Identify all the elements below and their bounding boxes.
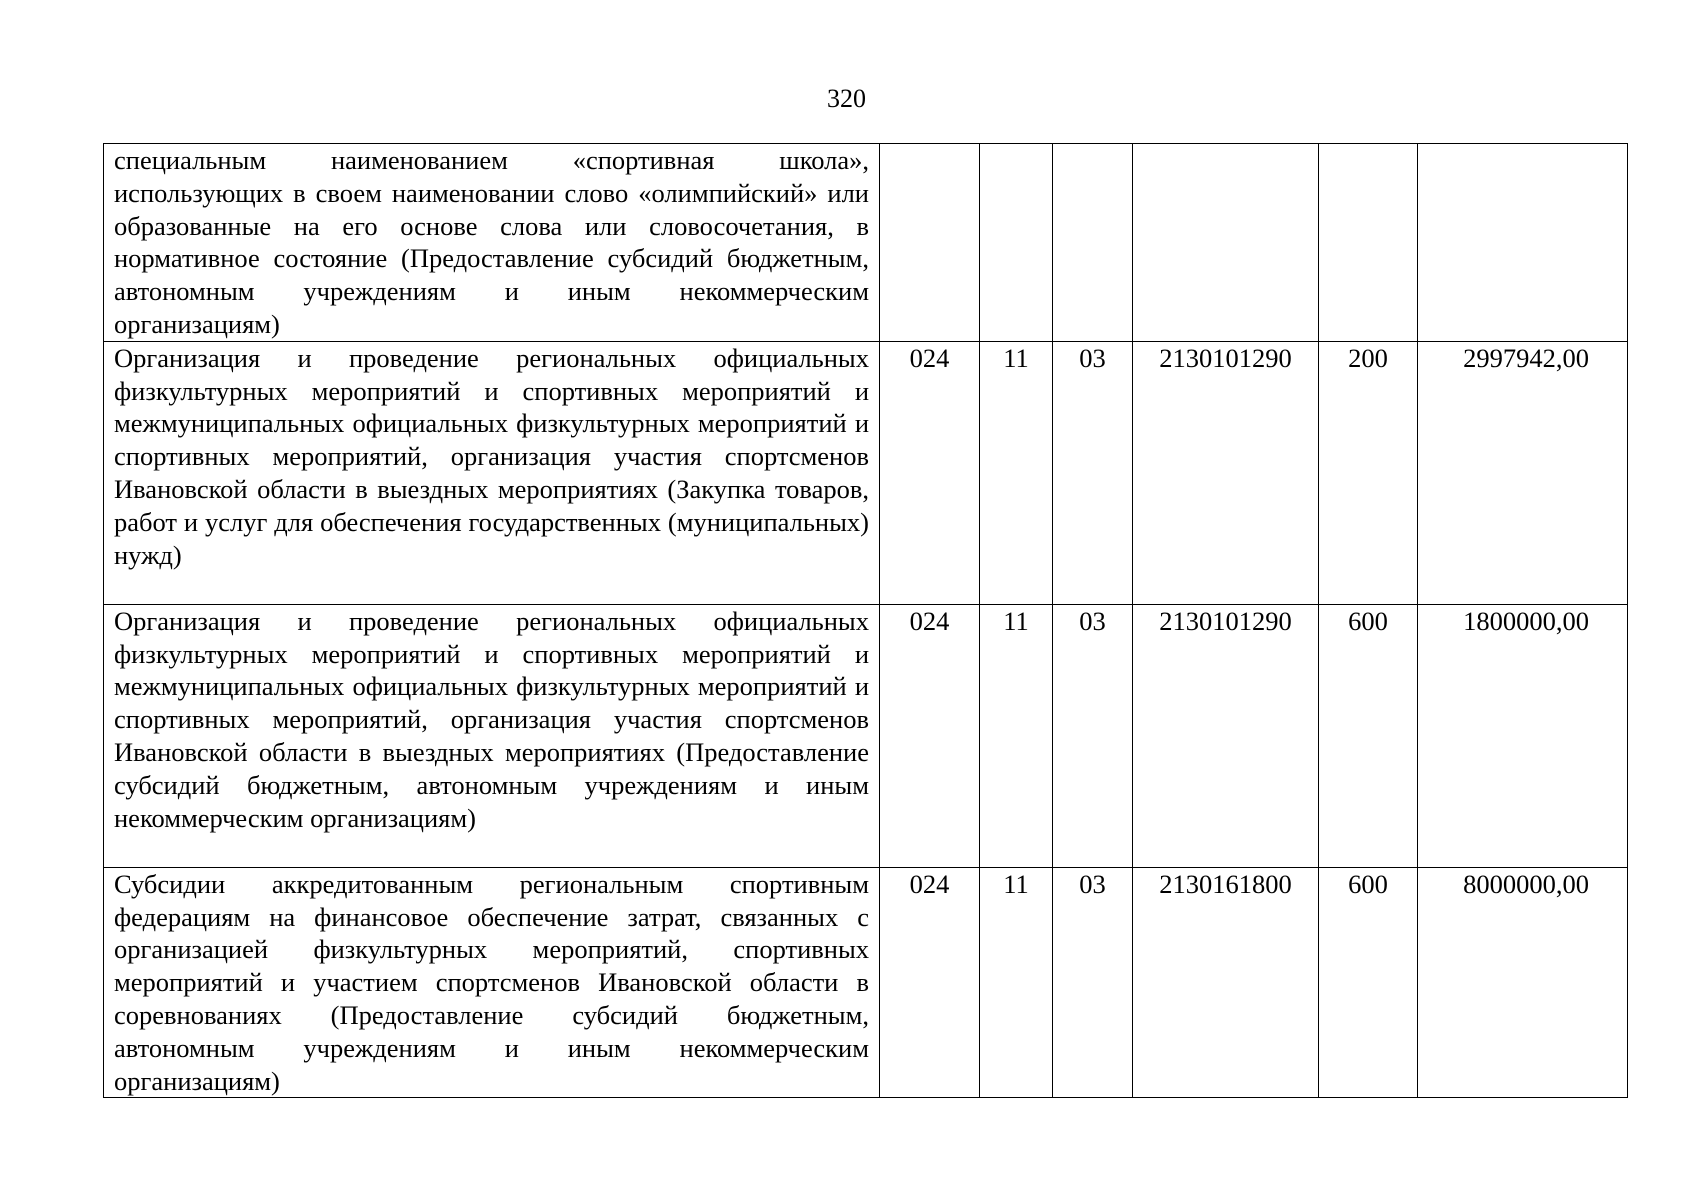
row-expense-type: 200 <box>1319 341 1418 604</box>
row-grbs <box>880 144 980 342</box>
table-row <box>104 341 1628 604</box>
row-target-article: 2130161800 <box>1133 867 1319 1098</box>
row-subsection: 03 <box>1053 604 1133 867</box>
row-expense-type <box>1319 144 1418 342</box>
table-row <box>104 604 1628 867</box>
row-amount <box>1418 144 1628 342</box>
budget-table <box>103 143 1628 1098</box>
row-amount: 2997942,00 <box>1418 341 1628 604</box>
row-subsection: 03 <box>1053 341 1133 604</box>
row-grbs: 024 <box>880 867 980 1098</box>
row-section: 11 <box>980 604 1053 867</box>
row-target-article: 2130101290 <box>1133 604 1319 867</box>
row-target-article <box>1133 144 1319 342</box>
row-amount: 1800000,00 <box>1418 604 1628 867</box>
row-grbs: 024 <box>880 341 980 604</box>
row-description: Организация и проведение региональных официальных физкультурных мероприятий и спортивных мероприятий и межмуниципальных официальных физкультурных мероприятий и спортивных мероприятий, организация участия спортсменов Ивановской области в выездных мероприятиях (Предоставление субсидий бюджетным, автономным учреждениям и иным некоммерческим организациям) <box>104 604 880 867</box>
row-expense-type: 600 <box>1319 867 1418 1098</box>
row-description: Организация и проведение региональных официальных физкультурных мероприятий и спортивных мероприятий и межмуниципальных официальных физкультурных мероприятий и спортивных мероприятий, организация участия спортсменов Ивановской области в выездных мероприятиях (Закупка товаров, работ и услуг для обеспечения государственных (муниципальных) нужд) <box>104 341 880 604</box>
row-target-article: 2130101290 <box>1133 341 1319 604</box>
table-row <box>104 867 1628 1098</box>
row-subsection <box>1053 144 1133 342</box>
row-expense-type: 600 <box>1319 604 1418 867</box>
row-subsection: 03 <box>1053 867 1133 1098</box>
page-number <box>0 84 1697 114</box>
row-section <box>980 144 1053 342</box>
row-description: специальным наименованием «спортивная школа», использующих в своем наименовании слово «олимпийский» или образованные на его основе слова или словосочетания, в нормативное состояние (Предоставление субсидий бюджетным, автономным учреждениям и иным некоммерческим организациям) <box>104 144 880 342</box>
row-grbs: 024 <box>880 604 980 867</box>
row-amount: 8000000,00 <box>1418 867 1628 1098</box>
row-description: Субсидии аккредитованным региональным спортивным федерациям на финансовое обеспечение затрат, связанных с организацией физкультурных мероприятий, спортивных мероприятий и участием спортсменов Ивановской области в соревнованиях (Предоставление субсидий бюджетным, автономным учреждениям и иным некоммерческим организациям) <box>104 867 880 1098</box>
page-number-text: 320 <box>827 84 866 113</box>
row-section: 11 <box>980 341 1053 604</box>
table-row <box>104 144 1628 342</box>
row-section: 11 <box>980 867 1053 1098</box>
